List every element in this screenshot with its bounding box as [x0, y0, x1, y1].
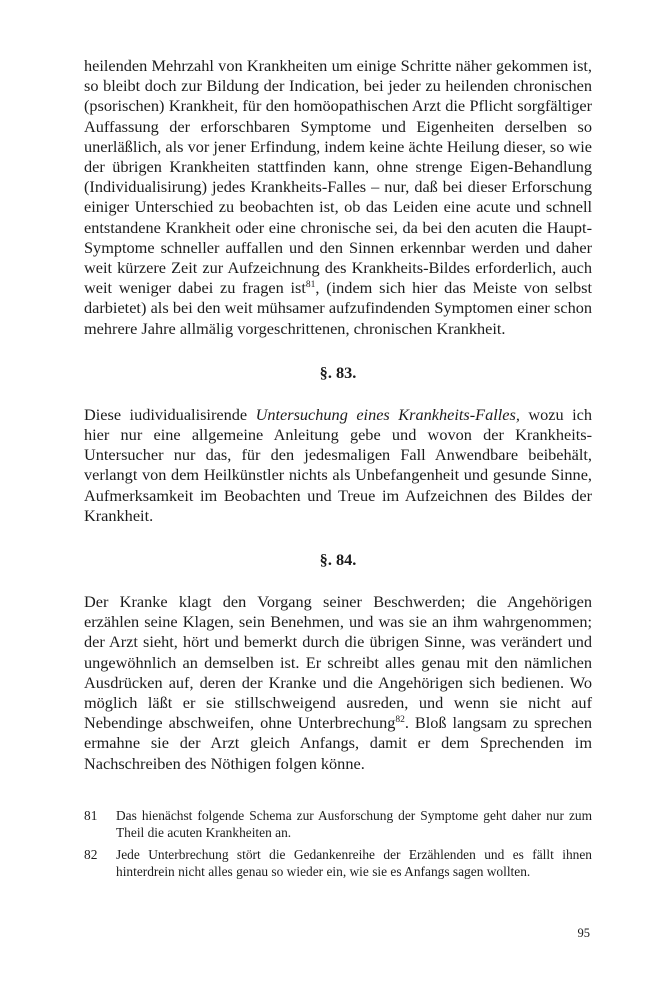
paragraph-text: Diese iudividualisirende	[84, 404, 256, 424]
footnote-number: 81	[84, 807, 98, 823]
paragraph-continued	[84, 56, 592, 339]
footnote-number: 82	[84, 846, 98, 862]
footnote-text: Das hienächst folgende Schema zur Ausforschung der Symptome geht daher nur zum Theil die acuten Krankheiten an.	[116, 807, 592, 840]
paragraph-text: . Bloß langsam zu sprechen ermahne sie der Arzt gleich Anfangs, damit er dem Sprechenden im Nachschreiben des Nöthigen folgen könne.	[84, 713, 593, 773]
section-83-paragraph	[84, 405, 592, 526]
section-83-heading: §. 83.	[319, 362, 357, 382]
paragraph-text: heilenden Mehrzahl von Krankheiten um einige Schritte näher gekommen ist, so bleibt doch zur Bildung der Indication, bei jeder zu heilenden chronischen (psorischen) Krankheit, für den homöopathischen Arzt die Pflicht sorgfältiger Auffassung der erforschbaren Symptome und Eigenheiten derselben so unerläßlich, als vor jener Erfindung, indem keine ächte Heilung dieser, so wie der übrigen Krankheiten stattfinden kann, ohne strenge Eigen-Behandlung (Individualisirung) jedes Krankheits-Falles – nur, daß bei dieser Erforschung einiger Unterschied zu beobachten ist, ob das Leiden eine acute und schnell entstandene Krankheit oder eine chronische sei, da bei den acuten die Haupt-Symptome schneller auffallen und den Sinnen erkennbar werden und daher weit kürzere Zeit zur Aufzeichnung des Krankheits-Bildes erforderlich, auch weit weniger dabei zu fragen ist	[84, 56, 592, 298]
page-body	[84, 56, 592, 885]
footnote-ref-81[interactable]: 81	[305, 280, 316, 291]
paragraph-text: Der Kranke klagt den Vorgang seiner Beschwerden; die Angehörigen erzählen seine Klagen, sein Benehmen, und was sie an ihm wahrgenommen; der Arzt sieht, hört und bemerkt durch die übrigen Sinne, was verändert und ungewöhnlich an demselben ist. Er schreibt alles genau mit den nämlichen Ausdrücken auf, deren der Kranke und die Angehörigen sich bedienen. Wo möglich läßt er sie stillschweigend ausreden, und wenn sie nicht auf Nebendinge abschweifen, ohne Unterbrechung	[84, 592, 592, 733]
italic-phrase: Untersuchung eines Krankheits-Falles,	[255, 404, 520, 424]
paragraph-text: , (indem sich hier das Meiste von selbst darbietet) als bei den weit mühsamer aufzufindenden Symptomen einer schon mehrere Jahre allmälig vorgeschrittenen, chronischen Krankheit.	[84, 278, 592, 338]
footnote-text: Jede Unterbrechung stört die Gedankenreihe der Erzählenden und es fällt ihnen hinterdrein nicht alles genau so wieder ein, wie sie es Anfangs sagen wollten.	[116, 846, 592, 879]
page-number: 95	[577, 926, 590, 940]
paragraph-text: wozu ich hier nur eine allgemeine Anleitung gebe und wovon der Krankheits-Untersucher nur das, für den jedesmaligen Fall Anwendbare beibehält, verlangt von dem Heilkünstler nichts als Unbefangenheit und gesunde Sinne, Aufmerksamkeit im Beobachten und Treue im Aufzeichnen des Bildes der Krankheit.	[84, 404, 592, 525]
footnote-82	[84, 846, 592, 880]
section-84-heading: §. 84.	[319, 550, 357, 570]
footnotes	[84, 807, 592, 880]
section-84-paragraph	[84, 592, 592, 774]
footnote-81	[84, 807, 592, 841]
footnote-ref-82[interactable]: 82	[395, 715, 405, 726]
